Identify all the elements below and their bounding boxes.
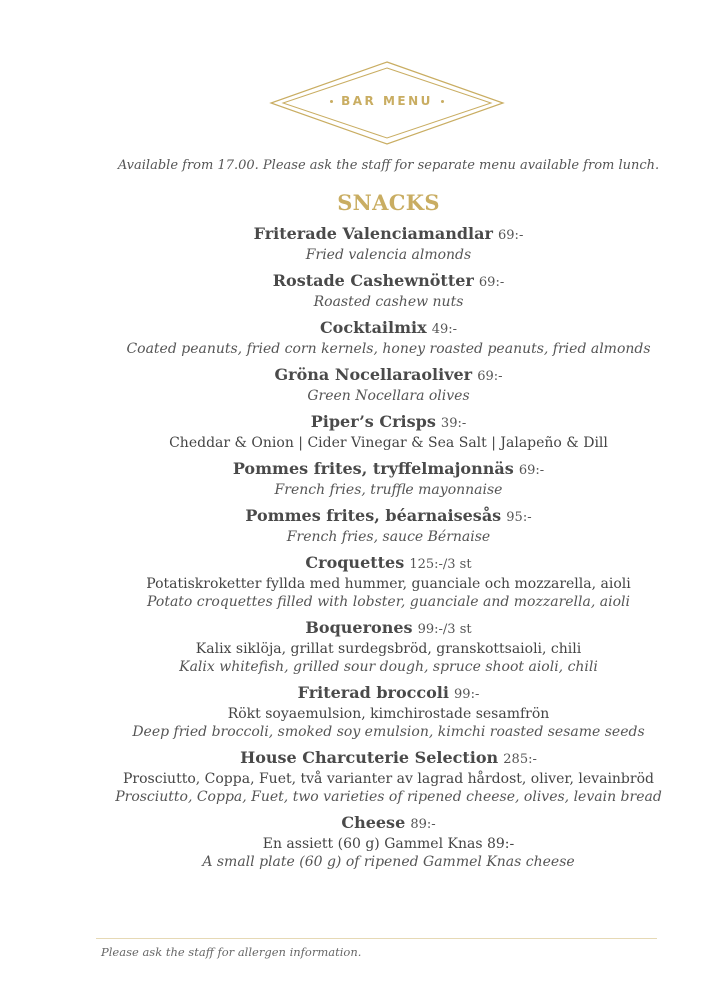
item-price: 89:- bbox=[410, 817, 436, 832]
availability-note: Available from 17.00. Please ask the staff for separate menu available from lunch. bbox=[117, 158, 660, 173]
menu-item bbox=[0, 412, 705, 452]
menu-item bbox=[0, 318, 705, 358]
item-price: 95:- bbox=[506, 510, 532, 525]
item-price: 69:- bbox=[498, 228, 524, 243]
menu-item bbox=[0, 506, 705, 546]
item-description-en: French fries, truffle mayonnaise bbox=[274, 482, 503, 498]
item-name: Croquettes bbox=[305, 553, 405, 572]
item-price: 99:-/3 st bbox=[417, 622, 472, 637]
item-price: 99:- bbox=[454, 687, 480, 702]
menu-item bbox=[0, 224, 705, 264]
item-description-en: Prosciutto, Coppa, Fuet, two varieties of ripened cheese, olives, levain bread bbox=[115, 789, 662, 805]
item-name: Cocktailmix bbox=[319, 318, 427, 337]
footer-divider bbox=[96, 938, 657, 939]
logo-text bbox=[269, 94, 505, 108]
menu-items bbox=[0, 224, 705, 878]
item-description-en: Kalix whitefish, grilled sour dough, spruce shoot aioli, chili bbox=[179, 659, 598, 675]
item-price: 39:- bbox=[440, 416, 467, 431]
menu-item bbox=[0, 365, 705, 405]
item-name: Pommes frites, tryffelmajonnäs bbox=[232, 459, 514, 478]
item-description-en: Roasted cashew nuts bbox=[313, 294, 464, 310]
item-price: 49:- bbox=[431, 322, 458, 337]
item-description-sv: Kalix siklöja, grillat surdegsbröd, granskottsaioli, chili bbox=[195, 641, 582, 657]
item-price: 125:-/3 st bbox=[409, 557, 472, 572]
item-name: Piper’s Crisps bbox=[310, 412, 436, 431]
item-price: 69:- bbox=[518, 463, 545, 478]
menu-item bbox=[0, 459, 705, 499]
item-description-en: Potato croquettes filled with lobster, guanciale and mozzarella, aioli bbox=[147, 594, 630, 610]
item-name: Friterad broccoli bbox=[297, 683, 449, 702]
menu-item bbox=[0, 683, 705, 741]
item-description-sv: Prosciutto, Coppa, Fuet, två varianter av lagrad hårdost, oliver, levainbröd bbox=[123, 771, 654, 787]
item-name: Rostade Cashewnötter bbox=[272, 271, 474, 290]
item-description-en: French fries, sauce Bérnaise bbox=[286, 529, 491, 545]
dot-icon bbox=[330, 100, 333, 103]
item-name: Boquerones bbox=[305, 618, 413, 637]
item-description-en: A small plate (60 g) of ripened Gammel Knas cheese bbox=[202, 854, 575, 870]
section-title: SNACKS bbox=[337, 190, 440, 215]
item-name: House Charcuterie Selection bbox=[240, 748, 499, 767]
item-name: Gröna Nocellaraoliver bbox=[274, 365, 473, 384]
menu-item bbox=[0, 618, 705, 676]
item-description-en: Deep fried broccoli, smoked soy emulsion, kimchi roasted sesame seeds bbox=[132, 724, 645, 740]
menu-item bbox=[0, 813, 705, 871]
bar-menu-logo bbox=[269, 60, 505, 146]
item-name: Cheese bbox=[341, 813, 406, 832]
item-description-en: Coated peanuts, fried corn kernels, honey roasted peanuts, fried almonds bbox=[126, 341, 651, 357]
item-name: Pommes frites, béarnaisesås bbox=[245, 506, 502, 525]
item-description-sv: Rökt soyaemulsion, kimchirostade sesamfrön bbox=[227, 706, 550, 722]
item-price: 69:- bbox=[477, 369, 503, 384]
item-price: 69:- bbox=[478, 275, 505, 290]
menu-item bbox=[0, 748, 705, 806]
item-description-en: Green Nocellara olives bbox=[307, 388, 470, 404]
dot-icon bbox=[441, 100, 444, 103]
allergen-note: Please ask the staff for allergen information. bbox=[101, 945, 362, 959]
logo-label: BAR MENU bbox=[341, 94, 433, 108]
item-description-sv: En assiett (60 g) Gammel Knas 89:- bbox=[262, 836, 515, 852]
menu-item bbox=[0, 271, 705, 311]
item-name: Friterade Valenciamandlar bbox=[253, 224, 493, 243]
menu-item bbox=[0, 553, 705, 611]
item-description-sv: Potatiskroketter fyllda med hummer, guanciale och mozzarella, aioli bbox=[146, 576, 631, 592]
item-price: 285:- bbox=[503, 752, 537, 767]
item-description-en: Fried valencia almonds bbox=[305, 247, 472, 263]
item-description-sv: Cheddar & Onion | Cider Vinegar & Sea Salt | Jalapeño & Dill bbox=[169, 435, 608, 451]
